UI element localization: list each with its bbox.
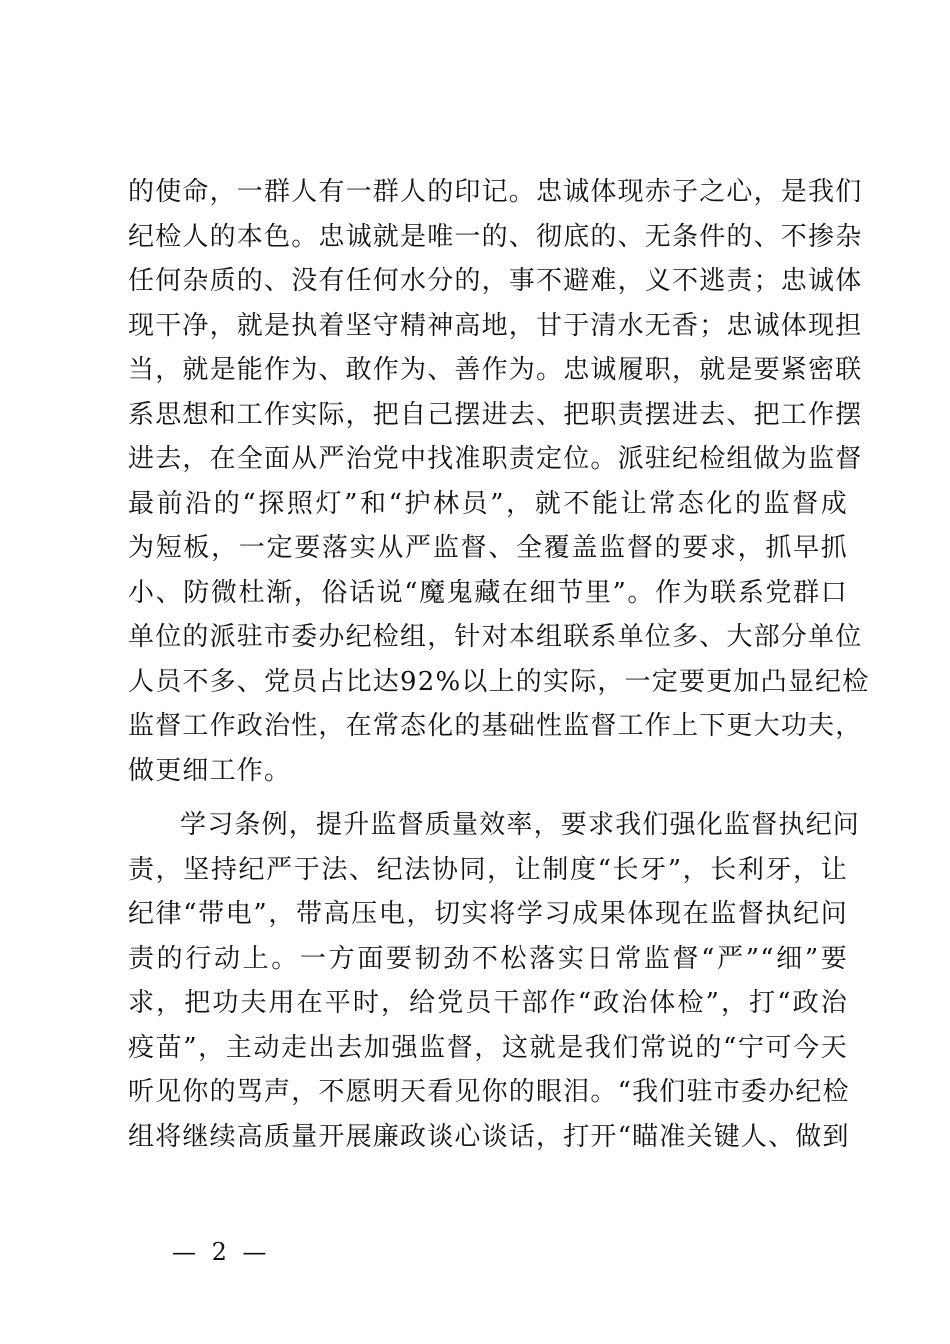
paragraph-line: 纪律“带电”，带高压电，切实将学习成果体现在监督执纪问 <box>128 899 848 929</box>
paragraph-line: 听见你的骂声，不愿明天看见你的眼泪。“我们驻市委办纪检 <box>128 1077 850 1107</box>
paragraph-2 <box>128 803 861 1159</box>
paragraph-line: 求，把功夫用在平时，给党员干部作“政治体检”，打“政治 <box>128 988 848 1018</box>
paragraph-line: 纪检人的本色。忠诚就是唯一的、彻底的、无条件的、不掺杂 <box>128 221 863 252</box>
paragraph-line: 当，就是能作为、敢作为、善作为。忠诚履职，就是要紧密联 <box>128 355 863 385</box>
paragraph-line: 人员不多、党员占比达92%以上的实际，一定要更加凸显纪检 <box>128 666 870 697</box>
paragraph-1 <box>128 170 870 793</box>
paragraph-line: 责的行动上。一方面要韧劲不松落实日常监督“严”“细”要 <box>128 943 848 974</box>
body-text <box>128 170 870 1159</box>
paragraph-line: 为短板，一定要落实从严监督、全覆盖监督的要求，抓早抓 <box>128 533 848 563</box>
paragraph-line: 做更细工作。 <box>128 755 292 786</box>
paragraph-line: 学习条例，提升监督质量效率，要求我们强化监督执纪问 <box>180 810 861 840</box>
paragraph-line: 组将继续高质量开展廉政谈心谈话，打开“瞄准关键人、做到 <box>128 1121 850 1152</box>
paragraph-line: 小、防微杜渐，俗话说“魔鬼藏在细节里”。作为联系党群口 <box>128 577 848 608</box>
paragraph-line: 任何杂质的、没有任何水分的，事不避难，义不逃责；忠诚体 <box>128 266 863 296</box>
paragraph-line: 现干净，就是执着坚守精神高地，甘于清水无香；忠诚体现担 <box>128 310 863 341</box>
paragraph-line: 的使命，一群人有一群人的印记。忠诚体现赤子之心，是我们 <box>128 177 863 207</box>
page-number: — 2 — <box>172 1238 271 1266</box>
paragraph-line: 监督工作政治性，在常态化的基础性监督工作上下更大功夫， <box>128 711 863 741</box>
paragraph-line: 单位的派驻市委办纪检组，针对本组联系单位多、大部分单位 <box>128 622 863 652</box>
paragraph-line: 系思想和工作实际，把自己摆进去、把职责摆进去、把工作摆 <box>128 399 863 430</box>
paragraph-gap <box>128 793 848 803</box>
paragraph-line: 进去，在全面从严治党中找准职责定位。派驻纪检组做为监督 <box>128 444 863 474</box>
paragraph-line: 疫苗”，主动走出去加强监督，这就是我们常说的“宁可今天 <box>128 1032 848 1063</box>
paragraph-line: 最前沿的“探照灯”和“护林员”，就不能让常态化的监督成 <box>128 488 848 519</box>
paragraph-line: 责，坚持纪严于法、纪法协同，让制度“长牙”，长利牙，让 <box>128 854 848 885</box>
